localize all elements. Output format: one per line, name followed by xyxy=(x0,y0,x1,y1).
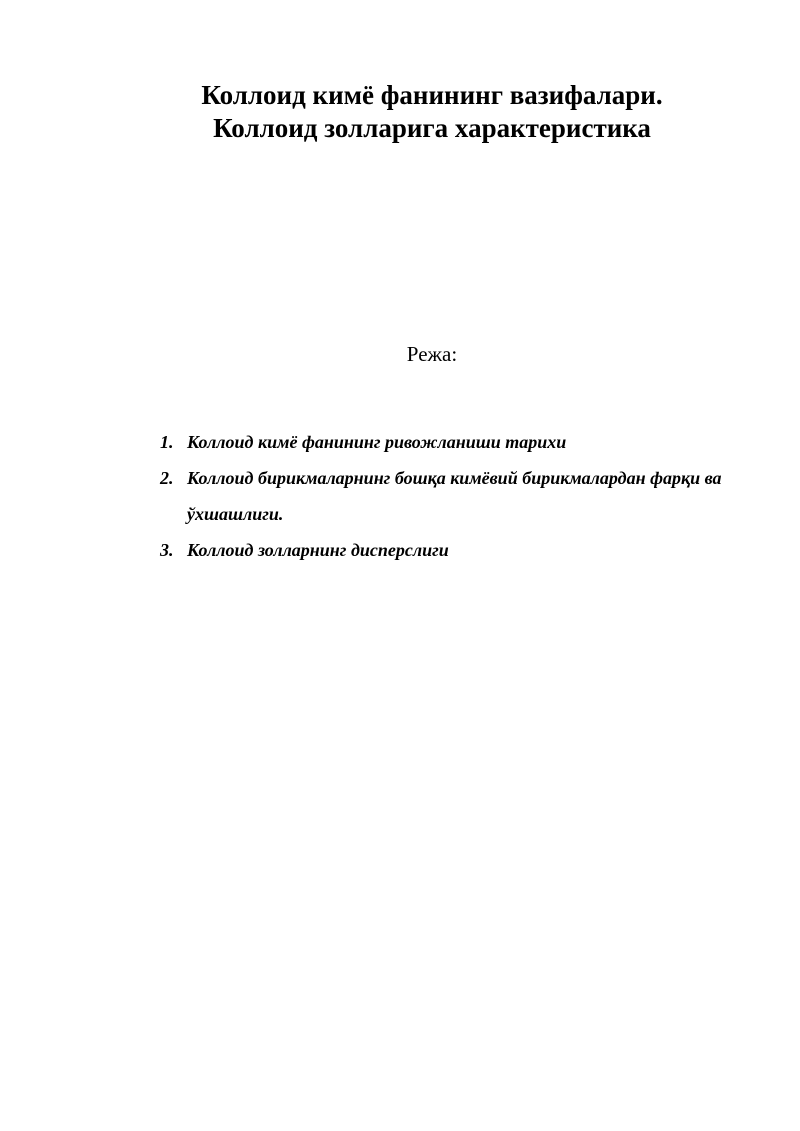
plan-item-number: 2. xyxy=(160,468,174,488)
document-title-line-1: Коллоид кимё фанининг вазифалари. xyxy=(201,80,663,110)
plan-item-1 xyxy=(160,424,750,460)
plan-item-text: Коллоид золларнинг дисперслиги xyxy=(187,540,449,560)
plan-item-number: 1. xyxy=(160,432,174,452)
plan-item-3 xyxy=(160,532,750,568)
plan-item-2 xyxy=(160,460,750,532)
plan-list xyxy=(160,424,750,568)
document-title-line-2: Коллоид золларига характеристика xyxy=(213,113,651,143)
plan-item-number: 3. xyxy=(160,540,174,560)
plan-item-text: Коллоид бирикмаларнинг бошқа кимёвий бирикмалардан фарқи ва ўхшашлиги. xyxy=(187,468,722,524)
plan-item-text: Коллоид кимё фанининг ривожланиши тарихи xyxy=(187,432,567,452)
plan-heading: Режа: xyxy=(406,342,458,366)
